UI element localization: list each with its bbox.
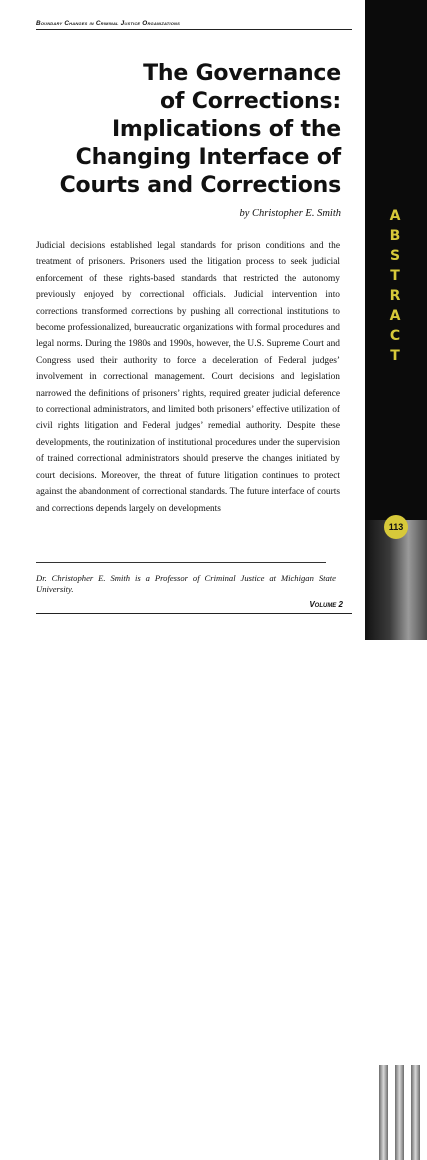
title-line: Changing Interface of xyxy=(75,145,341,170)
running-head: Boundary Changes in Criminal Justice Organizations xyxy=(36,20,180,27)
volume-label: Volume 2 xyxy=(309,600,343,609)
column-shape xyxy=(395,1065,404,1160)
side-label-letter: T xyxy=(390,348,400,364)
side-label-letter: S xyxy=(389,248,401,264)
title-line: Implications of the xyxy=(111,117,341,142)
author-byline: by Christopher E. Smith xyxy=(239,208,341,219)
side-label-letter: B xyxy=(389,228,401,244)
column-shape xyxy=(411,1065,420,1160)
side-label-letter: A xyxy=(389,308,401,324)
footnote-rule xyxy=(36,562,326,563)
page-number-badge: 113 xyxy=(384,515,408,539)
abstract-side-label xyxy=(386,206,404,366)
side-label-letter: A xyxy=(389,208,401,224)
side-label-letter: R xyxy=(389,288,401,304)
column-shape xyxy=(379,1065,388,1160)
header-rule xyxy=(36,29,352,30)
title-line: The Governance xyxy=(143,61,341,86)
title-line: Courts and Corrections xyxy=(59,173,341,198)
footer-rule xyxy=(36,613,352,614)
article-title xyxy=(21,60,341,200)
author-footnote: Dr. Christopher E. Smith is a Professor of Criminal Justice at Michigan State University. xyxy=(36,573,336,594)
side-label-letter: C xyxy=(389,328,401,344)
side-label-letter: T xyxy=(390,268,400,284)
title-line: of Corrections: xyxy=(160,89,341,114)
abstract-paragraph: Judicial decisions established legal standards for prison conditions and the treatment of prisoners. Prisoners used the litigation process to seek judicial enforcement of these rights-based standards that restricted the autonomy previously enjoyed by correctional officials. Judicial intervention into corrections transformed corrections by pushing all correctional institutions to become professionalized, bureaucratic organizations with formal procedures and legal norms. During the 1980s and 1990s, however, the U.S. Supreme Court and Congress used their authority to force a deceleration of Federal judges’ involvement in correctional management. Court decisions and legislation narrowed the definitions of prisoners’ rights, required greater judicial deference to correctional administrators, and limited both prisoners’ effective utilization of civil rights litigation and Federal judges’ remedial authority. Despite these developments, the routinization of institutional procedures under the supervision of trained correctional administrators should preserve the changes initiated by court decisions. Moreover, the threat of future litigation continues to protect against the abandonment of correctional standards. The future interface of courts and corrections depends largely on developments xyxy=(36,241,340,514)
